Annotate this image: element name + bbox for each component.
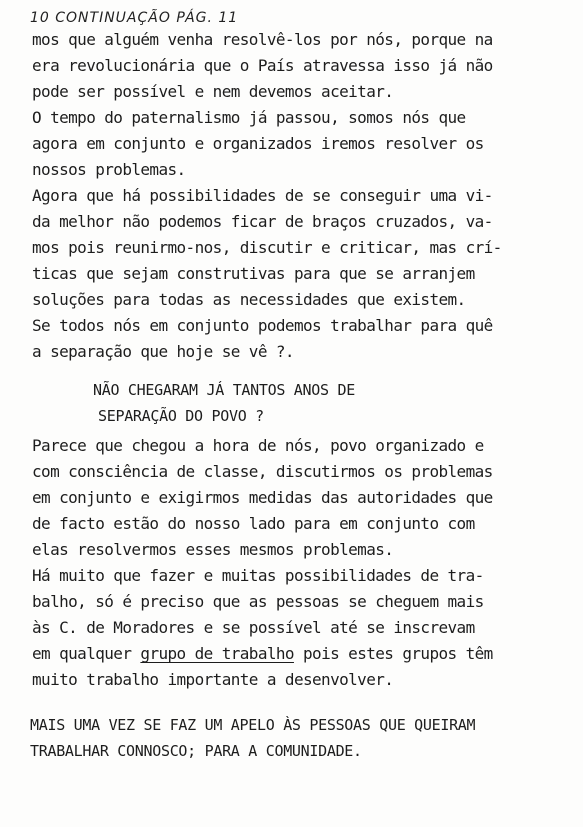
text-line: Há muito que fazer e muitas possibilidades de tra- [32, 566, 484, 585]
text-line: balho, só é preciso que as pessoas se cheguem mais [32, 592, 484, 611]
text-line: da melhor não podemos ficar de braços cruzados, va- [32, 212, 493, 231]
text-line [32, 641, 493, 667]
text-segment: em qualquer [32, 644, 141, 663]
heading-line: NÃO CHEGARAM JÁ TANTOS ANOS DE [93, 381, 355, 399]
heading-line: SEPARAÇÃO DO POVO ? [98, 407, 264, 425]
text-line: de facto estão do nosso lado para em conjunto com [32, 514, 475, 533]
text-line: era revolucionária que o País atravessa isso já não [32, 56, 493, 75]
text-line: muito trabalho importante a desenvolver. [32, 670, 394, 689]
text-line: mos pois reunirmo-nos, discutir e criticar, mas crí- [32, 238, 502, 257]
text-line: às C. de Moradores e se possível até se inscrevam [32, 618, 475, 637]
text-line: em conjunto e exigirmos medidas das autoridades que [32, 488, 493, 507]
appeal-line: MAIS UMA VEZ SE FAZ UM APELO ÀS PESSOAS QUE QUEIRAM [30, 716, 476, 734]
appeal-line: TRABALHAR CONNOSCO; PARA A COMUNIDADE. [30, 742, 362, 760]
text-line: agora em conjunto e organizados iremos resolver os [32, 134, 484, 153]
page-header: 10 CONTINUAÇÃO PÁG. 11 [30, 10, 239, 26]
text-line: pode ser possível e nem devemos aceitar. [32, 82, 394, 101]
text-line: mos que alguém venha resolvê-los por nós, porque na [32, 30, 493, 49]
text-line: Parece que chegou a hora de nós, povo organizado e [32, 436, 484, 455]
text-line: soluções para todas as necessidades que existem. [32, 290, 466, 309]
text-line: Agora que há possibilidades de se conseguir uma vi- [32, 186, 493, 205]
text-line: a separação que hoje se vê ?. [32, 342, 294, 361]
underlined-phrase: grupo de trabalho [140, 644, 294, 663]
text-line: com consciência de classe, discutirmos os problemas [32, 462, 493, 481]
text-line: Se todos nós em conjunto podemos trabalhar para quê [32, 316, 493, 335]
text-segment: pois estes grupos têm [293, 644, 493, 663]
text-line: ticas que sejam construtivas para que se arranjem [32, 264, 475, 283]
text-line: O tempo do paternalismo já passou, somos nós que [32, 108, 466, 127]
text-line: elas resolvermos esses mesmos problemas. [32, 540, 394, 559]
text-line: nossos problemas. [32, 160, 186, 179]
